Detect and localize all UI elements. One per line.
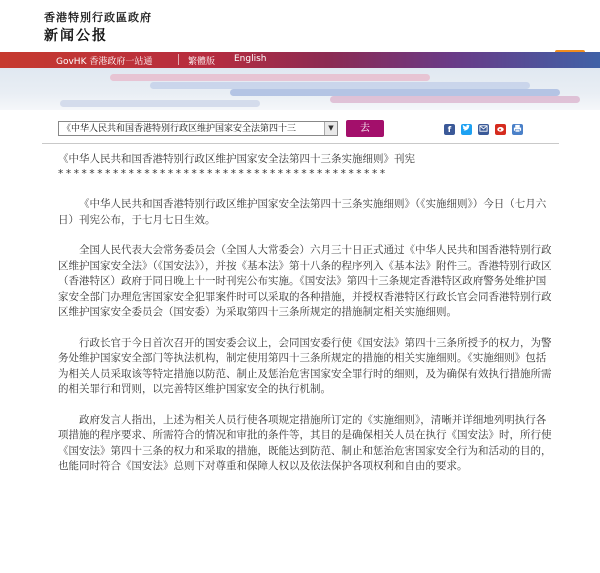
select-value: 《中华人民共和国香港特别行政区维护国家安全法第四十三 — [62, 124, 297, 134]
govhk-link[interactable]: GovHK 香港政府一站通 — [56, 57, 153, 67]
article-paragraph: 行政长官于今日首次召开的国安委会议上，会同国安委行使《国安法》第四十三条所授予的权力，为警务处维护国家安全部门等执法机构，制定使用第四十三条所规定的措施的相关实施细则。《实施细则》包括为相关人员采取该等特定措施以防范、制止及惩治危害国家安全罪行时的细则，及为确保有效执行措施所需的相关罪行和罚则，以完善特区维护国家安全的执行机制。 — [58, 336, 552, 395]
press-release-select[interactable] — [58, 121, 338, 136]
banner-stripe — [60, 100, 260, 107]
article-paragraph: 《中华人民共和国香港特别行政区维护国家安全法第四十三条实施细则》（《实施细则》）今日（七月六日）刊宪公布，于七月七日生效。 — [58, 198, 547, 226]
go-button[interactable]: 去 — [346, 120, 384, 137]
nav-divider — [178, 54, 179, 65]
traditional-chinese-link[interactable]: 繁體版 — [188, 57, 216, 67]
article-paragraph: 政府发言人指出，上述为相关人员行使各项规定措施所订定的《实施细则》，清晰并详细地列明执行各项措施的程序要求、所需符合的情况和审批的条件等，其目的是确保相关人员在执行《国安法》时，所行使《国安法》第四十三条的权力和采取的措施，既能达到防范、制止和惩治危害国家安全行为和活动的目的，也能同时符合《国安法》总则下对尊重和保障人权以及依法保护各项权利和自由的要求。 — [58, 413, 552, 472]
email-icon[interactable] — [478, 124, 489, 135]
twitter-icon[interactable] — [461, 124, 472, 135]
print-icon[interactable] — [512, 124, 523, 135]
decorative-banner — [0, 68, 600, 110]
press-releases-title[interactable]: 新闻公报 — [44, 28, 108, 44]
banner-stripe — [150, 82, 530, 89]
chevron-down-icon[interactable]: ▼ — [324, 122, 337, 135]
weibo-icon[interactable] — [495, 124, 506, 135]
gov-name[interactable]: 香港特別行政區政府 — [44, 11, 152, 24]
banner-stripe — [330, 96, 580, 103]
article-body — [58, 152, 553, 490]
banner-stripe — [110, 74, 430, 81]
article-headline: 《中华人民共和国香港特别行政区维护国家安全法第四十三条实施细则》刊宪 — [58, 153, 415, 165]
toolbar-divider — [42, 143, 559, 144]
english-link[interactable]: English — [234, 54, 267, 64]
banner-stripe — [230, 89, 560, 96]
page-header — [0, 0, 600, 46]
top-navbar — [0, 52, 600, 68]
headline-stars: ****************************************** — [58, 168, 388, 180]
facebook-icon[interactable]: f — [444, 124, 455, 135]
article-paragraph: 全国人民代表大会常务委员会（全国人大常委会）六月三十日正式通过《中华人民共和国香港特别行政区维护国家安全法》（《国安法》），并按《基本法》第十八条的程序列入《基本法》附件三。香港特别行政区（香港特区）政府于同日晚上十一时刊宪公布实施。《国安法》第四十三条规定香港特区政府警务处维护国家安全部门办理危害国家安全犯罪案件时可以采取的各种措施，并授权香港特区行政长官会同香港特别行政区维护国家安全委员会（国安委）为采取第四十三条所规定的措施制定相关实施细则。 — [58, 244, 552, 318]
